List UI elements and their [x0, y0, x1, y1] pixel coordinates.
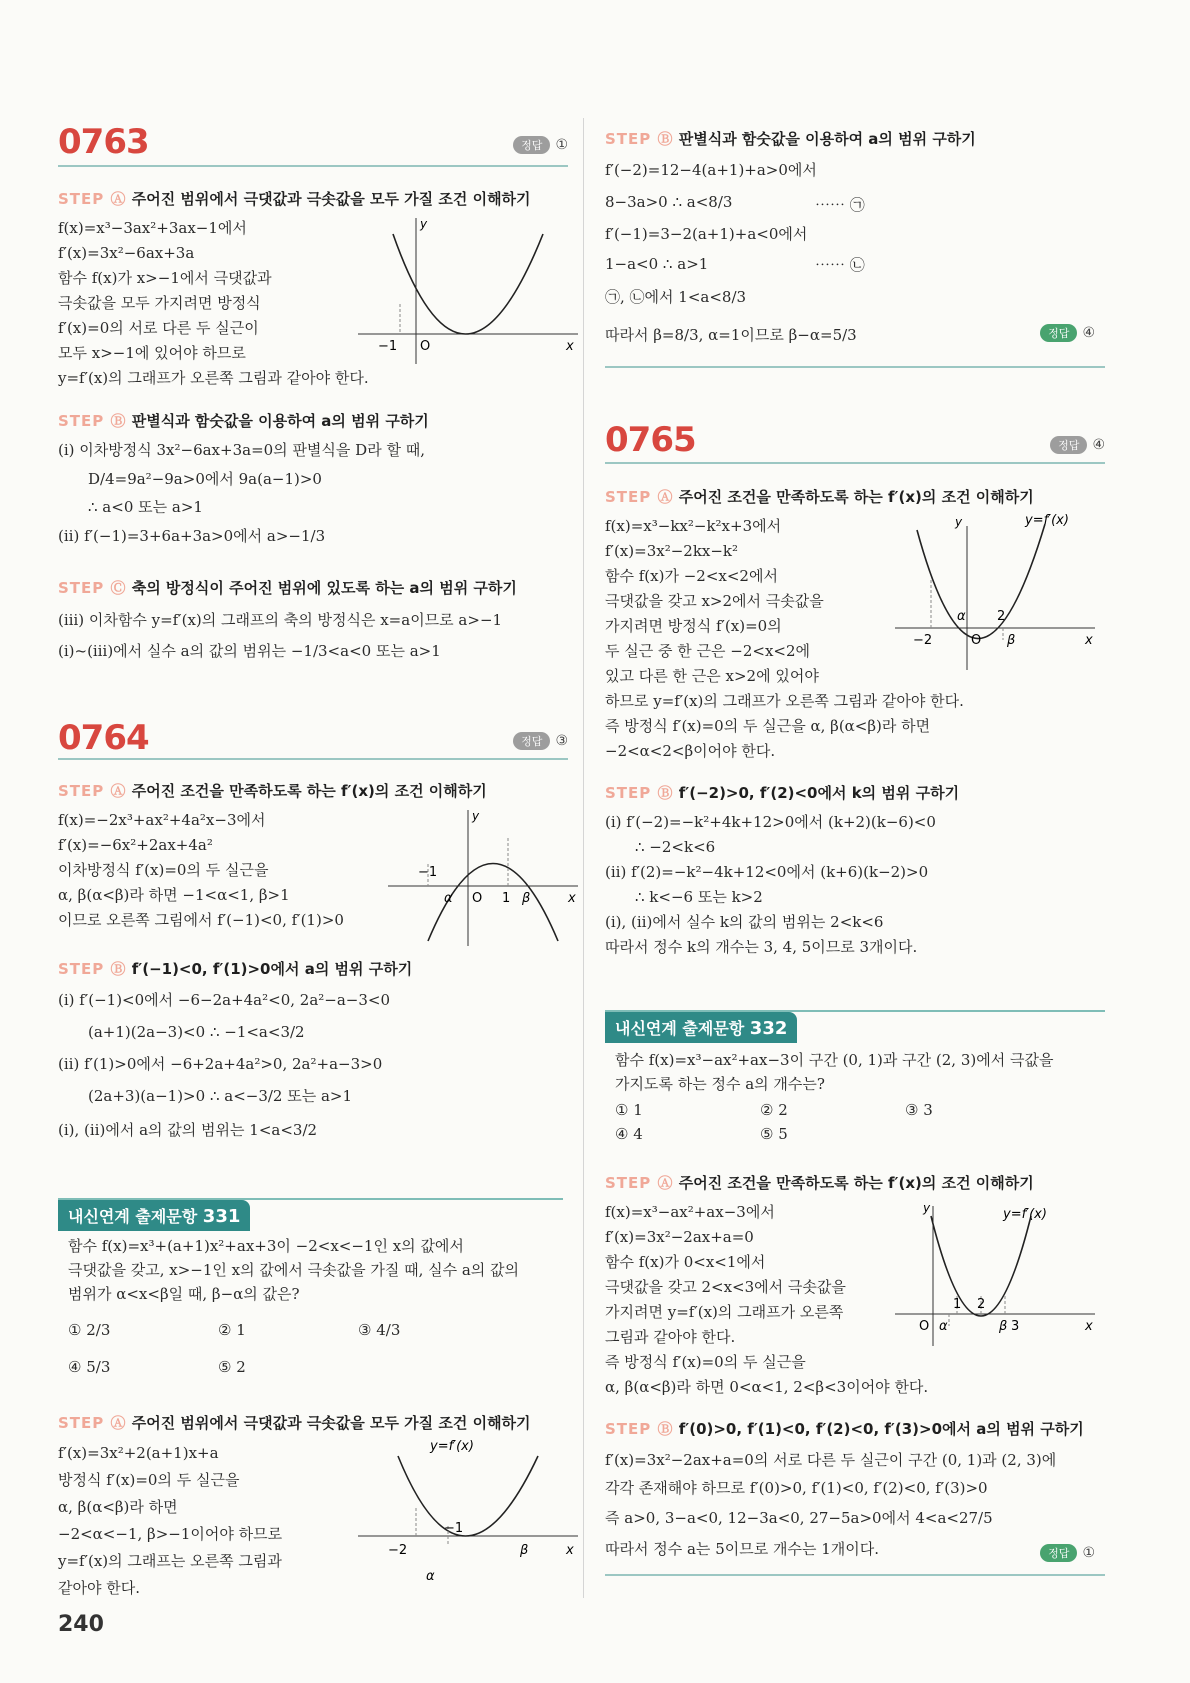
solution-line: (ⅰ) f′(−1)<0에서 −6−2a+4a²<0, 2a²−a−3<0 [58, 991, 391, 1009]
solution-line: f(x)=x³−3ax²+3ax−1에서 [58, 219, 247, 237]
solution-line: 각각 존재해야 하므로 f′(0)>0, f′(1)<0, f′(2)<0, f′(3)>0 [605, 1479, 988, 1497]
solution-line: 이므로 오른쪽 그림에서 f′(−1)<0, f′(1)>0 [58, 911, 344, 929]
answer-value: ④ [1092, 437, 1105, 453]
solution-line: 이차방정식 f′(x)=0의 두 실근을 [58, 861, 269, 879]
graph-title: y=f′(x) [430, 1439, 474, 1454]
question-line: 범위가 α<x<β일 때, β−α의 값은? [68, 1285, 300, 1303]
solution-line: α, β(α<β)라 하면 [58, 1498, 178, 1516]
solution-block [605, 1200, 928, 1400]
tick-label: 1 [953, 1297, 962, 1312]
problem-rule [58, 758, 568, 760]
step-heading [605, 486, 1034, 507]
solution-line: 극댓값을 갖고 x>2에서 극솟값을 [605, 592, 824, 610]
tag-number: 332 [749, 1018, 788, 1039]
root-label: α [444, 891, 453, 906]
root-label: β [1007, 633, 1016, 648]
solution-block [58, 808, 344, 933]
graph-title: y=f′(x) [1003, 1207, 1047, 1222]
solution-line: 즉 방정식 f′(x)=0의 두 실근을 α, β(α<β)라 하면 [605, 717, 931, 735]
answer-value: ③ [555, 733, 568, 749]
tick-label: −1 [378, 339, 398, 354]
step-heading [58, 410, 429, 431]
solution-line: f′(x)=3x²−6ax+3a [58, 244, 195, 262]
question-line: 가지도록 하는 정수 a의 개수는? [615, 1075, 825, 1093]
solution-line: 함수 f(x)가 x>−1에서 극댓값과 [58, 269, 272, 287]
option[interactable]: ③ 3 [905, 1101, 933, 1119]
solution-line: (ⅰ), (ⅱ)에서 실수 k의 값의 범위는 2<k<6 [605, 913, 884, 931]
solution-line: f′(x)=3x²−2ax+a=0의 서로 다른 두 실근이 구간 (0, 1)과 (2, 3)에 [605, 1451, 1057, 1469]
solution-line: ㉠, ㉡에서 1<a<8/3 [605, 288, 747, 306]
step-tag: STEP Ⓑ [605, 1420, 674, 1438]
step-tag: STEP Ⓐ [58, 190, 127, 208]
equation-mark: ⋯⋯ ㉡ [815, 256, 865, 274]
parabola-graph [895, 510, 1105, 680]
root-label: β [999, 1319, 1008, 1334]
solution-block [58, 438, 425, 552]
step-heading [605, 128, 976, 149]
question-text [615, 1048, 1053, 1096]
step-tag: STEP Ⓐ [605, 488, 674, 506]
step-title: f′(−2)>0, f′(2)<0에서 k의 범위 구하기 [678, 784, 960, 802]
problem-rule [58, 165, 568, 167]
axis-y-label: y [420, 217, 428, 231]
solution-line: D/4=9a²−9a>0에서 9a(a−1)>0 [88, 470, 322, 488]
option[interactable]: ⑤ 2 [218, 1358, 246, 1376]
solution-line: (ⅰ)~(ⅲ)에서 실수 a의 값의 범위는 −1/3<a<0 또는 a>1 [58, 642, 441, 660]
step-heading [58, 958, 412, 979]
step-title: 주어진 조건을 만족하도록 하는 f′(x)의 조건 이해하기 [131, 782, 487, 800]
solution-line: 극댓값을 갖고 2<x<3에서 극솟값을 [605, 1278, 846, 1296]
answer-value: ① [1082, 1545, 1095, 1561]
solution-line: 따라서 정수 a는 5이므로 개수는 1개이다. [605, 1540, 879, 1558]
step-title: 주어진 범위에서 극댓값과 극솟값을 모두 가질 조건 이해하기 [131, 190, 531, 208]
solution-block [58, 605, 502, 667]
solution-line: ∴ −2<k<6 [635, 838, 716, 856]
solution-line: 함수 f(x)가 0<x<1에서 [605, 1253, 766, 1271]
axis-x-label: x [566, 1543, 574, 1558]
solution-line: f′(x)=3x²−2ax+a=0 [605, 1228, 754, 1246]
linked-question-box [605, 1010, 1105, 1043]
tick-label: −2 [388, 1543, 408, 1558]
answer-badge: 정답 [1050, 436, 1087, 454]
graph-title: y=f′(x) [1025, 513, 1069, 528]
axis-y-label: y [472, 809, 480, 823]
solution-line: 모두 x>−1에 있어야 하므로 [58, 344, 246, 362]
step-tag: STEP Ⓒ [58, 579, 127, 597]
origin-label: O [919, 1319, 930, 1334]
solution-line: 따라서 β=8/3, α=1이므로 β−α=5/3 [605, 326, 857, 344]
step-heading [605, 1418, 1084, 1439]
option[interactable]: ① 2/3 [68, 1321, 111, 1339]
answer-mark [1040, 324, 1095, 342]
step-tag: STEP Ⓐ [605, 1174, 674, 1192]
answer-badge: 정답 [1040, 1544, 1077, 1562]
option[interactable]: ④ 5/3 [68, 1358, 111, 1376]
solution-line: α, β(α<β)라 하면 0<α<1, 2<β<3이어야 한다. [605, 1378, 929, 1396]
answer-value: ④ [1082, 325, 1095, 341]
solution-line: 극솟값을 모두 가지려면 방정식 [58, 294, 261, 312]
solution-line: 방정식 f′(x)=0의 두 실근을 [58, 1471, 240, 1489]
step-tag: STEP Ⓑ [58, 412, 127, 430]
solution-line: y=f′(x)의 그래프가 오른쪽 그림과 같아야 한다. [58, 369, 369, 387]
answer-mark [1050, 436, 1105, 454]
solution-line: 함수 f(x)가 −2<x<2에서 [605, 567, 778, 585]
step-title: 축의 방정식이 주어진 범위에 있도록 하는 a의 범위 구하기 [131, 579, 517, 597]
solution-line: 같아야 한다. [58, 1579, 140, 1597]
step-heading [58, 577, 517, 598]
answer-badge: 정답 [1040, 324, 1077, 342]
root-label: β [520, 1543, 529, 1558]
solution-line: −2<α<−1, β>−1이어야 하므로 [58, 1525, 283, 1543]
axis-y-label: y [955, 515, 963, 529]
parabola-graph [358, 214, 588, 374]
answer-mark [1040, 1544, 1095, 1562]
solution-line: 즉 방정식 f′(x)=0의 두 실근을 [605, 1353, 806, 1371]
answer-value: ① [555, 137, 568, 153]
section-rule [605, 366, 1105, 368]
root-label: β [522, 891, 531, 906]
axis-x-label: x [568, 891, 576, 906]
step-tag: STEP Ⓐ [58, 782, 127, 800]
step-title: 주어진 조건을 만족하도록 하는 f′(x)의 조건 이해하기 [678, 1174, 1034, 1192]
solution-line: 가지려면 y=f′(x)의 그래프가 오른쪽 [605, 1303, 844, 1321]
problem-rule [605, 462, 1105, 464]
solution-line: (ⅰ) f′(−2)=−k²+4k+12>0에서 (k+2)(k−6)<0 [605, 813, 936, 831]
solution-line: f′(x)=−6x²+2ax+4a² [58, 836, 213, 854]
axis-x-label: x [1085, 633, 1093, 648]
solution-line: (ⅲ) 이차함수 y=f′(x)의 그래프의 축의 방정식은 x=a이므로 a>−1 [58, 611, 503, 629]
solution-line: (ⅰ), (ⅱ)에서 a의 값의 범위는 1<a<3/2 [58, 1121, 318, 1139]
solution-line: f(x)=x³−kx²−k²x+3에서 [605, 517, 782, 535]
solution-line: ∴ k<−6 또는 k>2 [635, 888, 763, 906]
parabola-graph [358, 1436, 588, 1586]
tick-label: −2 [913, 633, 933, 648]
tag-label: 내신연계 출제문항 [615, 1019, 745, 1038]
step-tag: STEP Ⓑ [605, 784, 674, 802]
root-label: α [957, 609, 966, 624]
solution-line: f′(x)=3x²−2kx−k² [605, 542, 739, 560]
option[interactable]: ⑤ 5 [760, 1125, 788, 1143]
step-title: 판별식과 함숫값을 이용하여 a의 범위 구하기 [131, 412, 429, 430]
step-heading [58, 1412, 531, 1433]
step-tag: STEP Ⓑ [58, 960, 127, 978]
solution-line: f′(x)=3x²+2(a+1)x+a [58, 1444, 219, 1462]
tick-label: −1 [444, 1521, 464, 1536]
linked-question-tag [605, 1012, 797, 1043]
step-title: f′(0)>0, f′(1)<0, f′(2)<0, f′(3)>0에서 a의 범위 구하기 [678, 1420, 1084, 1438]
parabola-graph [388, 806, 588, 946]
axis-x-label: x [1085, 1319, 1093, 1334]
origin-label: O [420, 339, 431, 354]
tick-label: −1 [418, 865, 438, 880]
step-tag: STEP Ⓐ [58, 1414, 127, 1432]
solution-line: f′(−1)=3−2(a+1)+a<0에서 [605, 225, 808, 243]
solution-line: y=f′(x)의 그래프는 오른쪽 그림과 [58, 1552, 282, 1570]
step-title: 판별식과 함숫값을 이용하여 a의 범위 구하기 [678, 130, 976, 148]
solution-line: f′(−2)=12−4(a+1)+a>0에서 [605, 161, 817, 179]
tick-label: 2 [997, 609, 1006, 624]
solution-line: 따라서 정수 k의 개수는 3, 4, 5이므로 3개이다. [605, 938, 918, 956]
axis-y-label: y [923, 1201, 931, 1215]
answer-badge: 정답 [513, 732, 550, 750]
tag-number: 331 [202, 1206, 241, 1227]
equation-mark: ⋯⋯ ㉠ [815, 196, 865, 214]
solution-line: (2a+3)(a−1)>0 ∴ a<−3/2 또는 a>1 [88, 1087, 353, 1105]
solution-line: f(x)=−2x³+ax²+4a²x−3에서 [58, 811, 266, 829]
solution-line: 하므로 y=f′(x)의 그래프가 오른쪽 그림과 같아야 한다. [605, 692, 964, 710]
problem-number: 0765 [605, 420, 696, 460]
answer-mark [513, 136, 568, 154]
question-text [68, 1234, 519, 1306]
linked-question-tag [58, 1200, 250, 1231]
origin-label: O [472, 891, 483, 906]
solution-line: 가지려면 방정식 f′(x)=0의 [605, 617, 782, 635]
tick-label: 3 [1011, 1319, 1020, 1334]
question-line: 함수 f(x)=x³+(a+1)x²+ax+3이 −2<x<−1인 x의 값에서 [68, 1237, 464, 1255]
solution-line: 1−a<0 ∴ a>1 [605, 255, 709, 273]
step-title: 주어진 범위에서 극댓값과 극솟값을 모두 가질 조건 이해하기 [131, 1414, 531, 1432]
solution-line: 있고 다른 한 근은 x>2에 있어야 [605, 667, 819, 685]
step-heading [58, 780, 487, 801]
solution-block [58, 1440, 282, 1602]
problem-number: 0764 [58, 718, 149, 758]
solution-line: 8−3a>0 ∴ a<8/3 [605, 193, 733, 211]
solution-line: (ⅱ) f′(−1)=3+6a+3a>0에서 a>−1/3 [58, 527, 326, 545]
answer-badge: 정답 [513, 136, 550, 154]
section-rule [605, 1574, 1105, 1576]
tick-label: 2 [977, 1297, 986, 1312]
problem-number: 0763 [58, 122, 149, 162]
question-line: 함수 f(x)=x³−ax²+ax−3이 구간 (0, 1)과 구간 (2, 3)에서 극값을 [615, 1051, 1054, 1069]
solution-line: ∴ a<0 또는 a>1 [88, 498, 203, 516]
step-title: f′(−1)<0, f′(1)>0에서 a의 범위 구하기 [131, 960, 413, 978]
step-tag: STEP Ⓑ [605, 130, 674, 148]
solution-line: 두 실근 중 한 근은 −2<x<2에 [605, 642, 811, 660]
linked-question-box [58, 1198, 563, 1231]
solution-line: (ⅱ) f′(2)=−k²−4k+12<0에서 (k+6)(k−2)>0 [605, 863, 929, 881]
answer-mark [513, 732, 568, 750]
solution-line: 즉 a>0, 3−a<0, 12−3a<0, 27−5a>0에서 4<a<27/5 [605, 1509, 993, 1527]
solution-block [605, 810, 936, 960]
solution-line: (ⅰ) 이차방정식 3x²−6ax+3a=0의 판별식을 D라 할 때, [58, 441, 425, 459]
root-label: α [426, 1569, 435, 1584]
step-title: 주어진 조건을 만족하도록 하는 f′(x)의 조건 이해하기 [678, 488, 1034, 506]
step-heading [605, 1172, 1034, 1193]
option[interactable]: ① 1 [615, 1101, 643, 1119]
solution-line: (ⅱ) f′(1)>0에서 −6+2a+4a²>0, 2a²+a−3>0 [58, 1055, 383, 1073]
solution-block [58, 216, 369, 391]
option[interactable]: ④ 4 [615, 1125, 643, 1143]
parabola-graph [895, 1196, 1105, 1356]
option[interactable]: ③ 4/3 [358, 1321, 401, 1339]
solution-line: 그림과 같아야 한다. [605, 1328, 736, 1346]
axis-x-label: x [566, 339, 574, 354]
solution-line: f′(x)=0의 서로 다른 두 실근이 [58, 319, 259, 337]
option[interactable]: ② 1 [218, 1321, 246, 1339]
origin-label: O [971, 633, 982, 648]
solution-line: α, β(α<β)라 하면 −1<α<1, β>1 [58, 886, 290, 904]
page-number: 240 [58, 1612, 104, 1637]
tag-label: 내신연계 출제문항 [68, 1207, 198, 1226]
solution-line: −2<α<2<β이어야 한다. [605, 742, 776, 760]
root-label: α [939, 1319, 948, 1334]
tick-label: 1 [502, 891, 511, 906]
solution-line: (a+1)(2a−3)<0 ∴ −1<a<3/2 [88, 1023, 305, 1041]
option[interactable]: ② 2 [760, 1101, 788, 1119]
question-line: 극댓값을 갖고, x>−1인 x의 값에서 극솟값을 가질 때, 실수 a의 값의 [68, 1261, 520, 1279]
solution-block [58, 985, 390, 1147]
solution-line: f(x)=x³−ax²+ax−3에서 [605, 1203, 775, 1221]
solution-block [605, 1446, 1056, 1564]
step-heading [58, 188, 531, 209]
step-heading [605, 782, 959, 803]
